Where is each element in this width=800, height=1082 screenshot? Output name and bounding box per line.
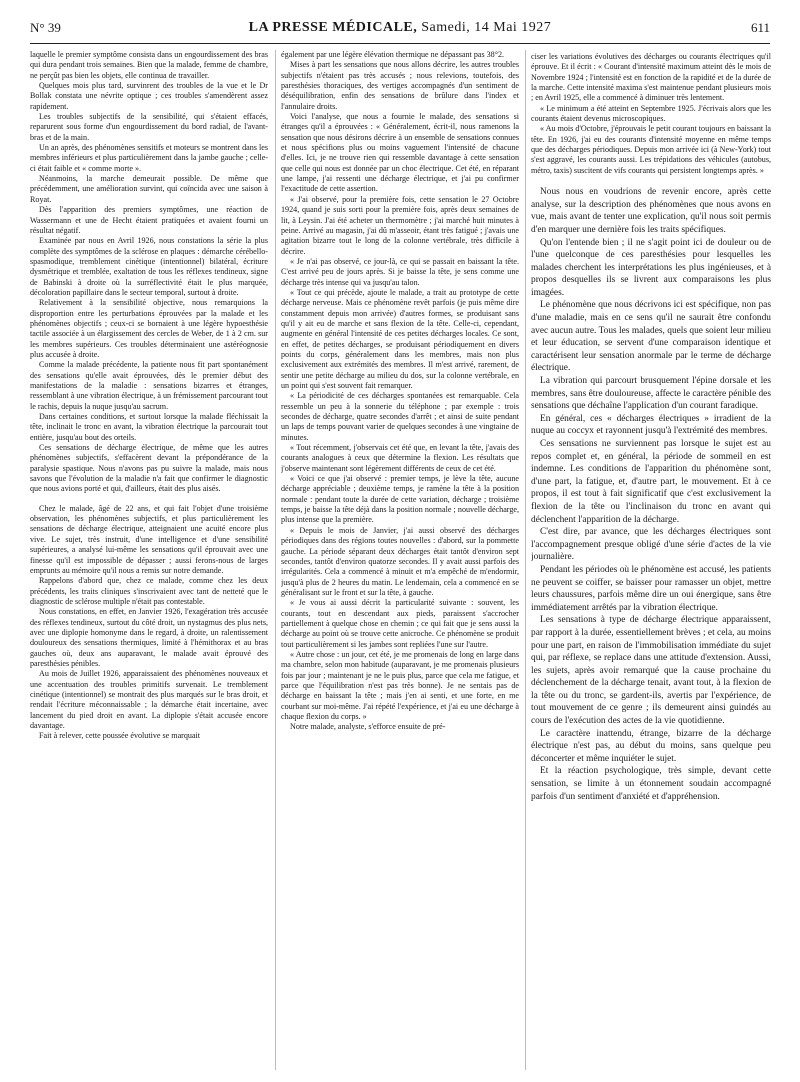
paragraph: Voici l'analyse, que nous a fournie le malade, des sensations si étranges qu'il a éprouvées : « Généralement, écrit-il, nous ramenons la sensation que nous désirons décrire à un ensemble de sensations connues et nous spécifions plus ou moins vaguement l'intensité de chacune d'elles. Ici, je ne trouve rien qui ressemble davantage à cette sensation que celle qui nous est donnée par un choc électrique. Cet été, en réparant une lampe, j'ai ressenti une décharge électrique, et j'ai pu confirmer l'exactitude de cette assertion. — [281, 112, 519, 194]
quote-paragraph: « Tout ce qui précède, ajoute le malade, a trait au prototype de cette décharge nerveuse. Mais ce phénomène revêt parfois (je puis même dire constamment depuis mon arrivée) d'autres formes, se produisant sans qu'il y ait eu de marche et sans flexion de la tête. Celle-ci, cependant, augmente en général l'intensité de ces petites décharges locales. Ce sont, en effet, de petites décharges, se produisant périodiquement en divers points du corps, généralement dans les membres, mais non plus exclusivement aux extrémités des membres. Il m'est arrivé, rarement, de sentir une petite décharge au milieu du dos, sur la colonne vertébrale, en un point qui s'est souvent fait remarquer. — [281, 287, 519, 390]
page-header — [30, 20, 770, 42]
paragraph: Néanmoins, la marche demeurait possible. De même que précédemment, une amélioration survint, qui coïncida avec une saison à Royat. — [30, 174, 268, 204]
paragraph: Relativement à la sensibilité objective, nous remarquions la disproportion entre les perturbations éprouvées par la malade et les phénomènes objectifs ; ceux-ci se bornaient à une légère hypoesthésie tactile associée à un élargissement des cercles de Weber, de 1 à 2 cm. sur les membres supérieurs. Ces troubles déterminaient une astéréognosie plus accusée à droite. — [30, 298, 268, 359]
column-divider — [275, 50, 276, 1070]
paragraph: laquelle le premier symptôme consista dans un engourdissement des bras qui dura pendant trois semaines. Bien que la malade, femme de chambre, ne perçût pas bien les objets, elle continua de travailler. — [30, 50, 268, 80]
paragraph: Qu'on l'entende bien ; il ne s'agit point ici de douleur ou de l'une quelconque de ces paresthésies pour lesquelles les malades cherchent les interprétations les plus ingénieuses, et à propos desquelles ils se livrent aux comparaisons les plus imagées. — [531, 237, 771, 298]
paragraph: Ces sensations de décharge électrique, de même que les autres phénomènes subjectifs, s'effacèrent devant la prépondérance de la paralysie spastique. Nous n'avons pas pu suivre la malade, mais nous savons que l'évolution de la maladie n'a fait que confirmer le diagnostic que nous avions porté et qui, d'ailleurs, était des plus aisés. — [30, 443, 268, 494]
quote-paragraph: « J'ai observé, pour la première fois, cette sensation le 27 Octobre 1924, quand je suis sorti pour la première fois, après deux semaines de lit, à Leysin. J'ai été acheter un thermomètre ; j'ai marché huit minutes à peine. Arrivé au magasin, j'ai dû m'asseoir, étant très fatigué ; j'avais une agitation bizarre tout le long de la colonne vertébrale, très difficile à décrire. — [281, 194, 519, 256]
quote-paragraph: « Le minimum a été atteint en Septembre 1925. J'écrivais alors que les courants étaient devenus microscopiques. — [531, 103, 771, 124]
journal-name: LA PRESSE MÉDICALE, — [248, 20, 418, 35]
paragraph: Comme la malade précédente, la patiente nous fit part spontanément des sensations qu'elle avait éprouvées, dès le premier début des manifestations de la maladie : sensations bizarres et étranges, ressemblant à une vibration électrique, à un frémissement parcourant tout le rachis, depuis la nuque jusqu'au sacrum. — [30, 360, 268, 411]
paragraph: Le caractère inattendu, étrange, bizarre de la décharge électrique n'est pas, au début du moins, sans quelque peu déconcerter et même inquiéter le sujet. — [531, 728, 771, 764]
paragraph: Les troubles subjectifs de la sensibilité, qui s'étaient effacés, reparurent sous forme d'un engourdissement du bord radial, de l'avant-bras et de la main. — [30, 112, 268, 142]
paragraph: Le phénomène que nous décrivons ici est spécifique, non pas d'une maladie, mais en ce sens qu'il ne saurait être confondu avec aucun autre. Tous les malades, quels que soient leur milieu et leur éducation, se servent d'une comparaison identique et caractérisent leur sensation anormale par le terme de décharge électrique. — [531, 300, 771, 374]
quote-paragraph: « Tout récemment, j'observais cet été que, en levant la tête, j'avais des courants analogues à ceux que détermine la flexion. Les résultats que j'observe maintenant sont légèrement différents de ceux de cet été. — [281, 443, 519, 473]
paragraph: Dans certaines conditions, et surtout lorsque la malade fléchissait la tête, inclinait le tronc en avant, la vibration électrique la parcourait tout entière, jusqu'au bout des orteils. — [30, 412, 268, 442]
paragraph: Au mois de Juillet 1926, apparaissaient des phénomènes nouveaux et une accentuation des troubles primitifs survenait. Le tremblement cinétique (intentionnel) se montrait des plus marqués sur le bras droit, et rendait l'écriture méconnaissable ; la démarche était incertaine, avec lancement du pied droit en avant. La diplopie s'était accusée encore davantage. — [30, 669, 268, 730]
paragraph: Pendant les périodes où le phénomène est accusé, les patients ne peuvent se coiffer, se baisser pour ramasser un objet, mettre leurs chaussures, parfois même dire un oui énergique, sans être immédiatement arrêtés par la vibration électrique. — [531, 564, 771, 613]
issue-date: Samedi, 14 Mai 1927 — [421, 20, 552, 35]
quote-paragraph: « La périodicité de ces décharges spontanées est remarquable. Cela ressemble un peu à la sonnerie du téléphone ; par exemple : trois secondes de décharge, quatre secondes d'arrêt ; et ainsi de suite pendant un laps de temps pouvant varier de quelques secondes à une vingtaine de minutes. — [281, 391, 519, 442]
quote-block — [531, 52, 771, 176]
running-title — [30, 20, 770, 36]
quote-paragraph: « Voici ce que j'ai observé : premier temps, je lève la tête, aucune décharge appréciable ; deuxième temps, je ramène la tête à la position normale : pendant toute la durée de cette variation, décharge ; troisième temps, je baisse la tête déjà dans la position normale ; nouvelle décharge, plus intense que la première. — [281, 474, 519, 525]
quote-paragraph: ciser les variations évolutives des décharges ou courants électriques qu'il éprouve. Et il écrit : « Courant d'intensité maximum atteint dès le mois de Novembre 1924 ; l'intensité est en fonction de la rapidité et de la durée de la marche. Cette intensité maxima s'est maintenue pendant plusieurs mois ; en Avril 1925, elle a commencé à diminuer très lentement. — [531, 52, 771, 103]
text-column-right — [531, 50, 771, 1070]
quote-paragraph: « Depuis le mois de Janvier, j'ai aussi observé des décharges périodiques dans des régions toutes nouvelles : d'abord, sur la pommette gauche. La période séparant deux décharges était tantôt d'environ sept secondes, tantôt d'environ quatorze secondes. Il y avait aussi parfois des irrégularités. Cela a commencé à minuit et m'a empêché de m'endormir, jusqu'à plus de 2 heures du matin. Le lendemain, cela a commencé en se généralisant sur le front et sur la tête, à gauche. — [281, 525, 519, 597]
issue-number: N° 39 — [30, 20, 61, 35]
paragraph: Examinée par nous en Avril 1926, nous constations la série la plus complète des symptômes de la sclérose en plaques : démarche cérébello-spasmodique, tremblement cinétique (intentionnel) bilatéral, écriture dysmétrique et tremblée, exaltation de tous les réflexes tendineux, signe de Babinski à droite où la surréflectivité était le plus marquée, décoloration papillaire dans le secteur temporal, surtout à droite. — [30, 236, 268, 297]
text-column-middle — [281, 50, 519, 1070]
body-block — [531, 186, 771, 803]
paragraph: Notre malade, analyste, s'efforce ensuite de pré- — [290, 722, 446, 732]
paragraph: Nous nous en voudrions de revenir encore, après cette analyse, sur la description des phénomènes que nous avons en vue, mais avant de tenter une explication, qu'il nous soit permis d'en marquer une dernière fois les traits spécifiques. — [531, 187, 771, 235]
paragraph: Un an après, des phénomènes sensitifs et moteurs se montrent dans les membres inférieurs et plus particulièrement dans la jambe gauche ; celle-ci était faible et « comme morte ». — [30, 143, 268, 173]
paragraph: Mises à part les sensations que nous allons décrire, les autres troubles subjectifs n'étaient pas très accusés ; nous relevions, toutefois, des paresthésies thoraciques, des vertiges accompagnés d'un sentiment de déséquilibration, enfin des sensations de brûlure dans l'index et l'annulaire droits. — [281, 60, 519, 111]
paragraph: Nous constations, en effet, en Janvier 1926, l'exagération très accusée des réflexes tendineux, surtout du côté droit, un nystagmus des plus nets, avec une diplopie homonyme dans le regard, à droite, un ralentissement douloureux des sensations thermiques, limité à l'hémithorax et au bras gauches où, deux ans auparavant, le malade avait éprouvé des paresthésies pénibles. — [30, 607, 268, 668]
paragraph: Ces sensations ne surviennent pas lorsque le sujet est au repos complet et, en général, la période de sommeil en est indemne. Les conditions de l'apparition du phénomène sont, d'une part, la fatigue, et, d'autre part, le mouvement. Et à ce propos, il est tout à fait significatif que c'est exclusivement la flexion de la tête ou l'inclinaison du tronc en avant qui déclenchent l'apparition de la décharge. — [531, 439, 771, 525]
paragraph: La vibration qui parcourt brusquement l'épine dorsale et les membres, sans être douloureuse, affecte le caractère pénible des sensations que déchaîne l'application d'un courant faradique. — [531, 376, 771, 412]
paragraph: Chez le malade, âgé de 22 ans, et qui fait l'objet d'une troisième observation, les phénomènes subjectifs, et plus particulièrement les sensations de décharge électrique, atteignaient une acuité encore plus vive. Le sujet, très instruit, d'une intelligence et d'une sensibilité supérieures, a analysé lui-même les sensations qu'il éprouvait avec une finesse qu'il est impossible de dépasser ; aussi ferons-nous de larges emprunts au mémoire qu'il nous a remis sur notre demande. — [30, 503, 268, 575]
quote-paragraph: « Autre chose : un jour, cet été, je me promenais de long en large dans ma chambre, selon mon habitude (auparavant, je me promenais plusieurs fois par jour ; maintenant je ne le puis plus, parce que cela me fatigue, et parce que l'équilibration n'est pas très bonne). Je ne sentais pas de décharge en baissant la tête ; mais j'en ai senti, et une forte, en me courbant sur moi-même. J'ai répété l'expérience, et j'ai eu une décharge à chaque flexion du corps. » — [281, 649, 519, 721]
column-divider — [525, 50, 526, 1070]
page-number: 611 — [750, 20, 770, 35]
quote-paragraph: « Au mois d'Octobre, j'éprouvais le petit courant toujours en baissant la tête. En 1926, j'ai eu des courants d'intensité moyenne en même temps que des décharges périodiques. Depuis mon arrivée ici (à New-York) tout s'est aggravé, les courants aussi. Les trépidations des véhicules (autobus, métro, taxis) suscitent de vifs courants qui persistent longtemps après. » — [531, 124, 771, 175]
paragraph: Dès l'apparition des premiers symptômes, une réaction de Wassermann et une de Hecht étaient pratiquées et avaient fourni un résultat négatif. — [30, 205, 268, 235]
text-column-left — [30, 50, 268, 1070]
header-rule — [30, 43, 770, 44]
paragraph: également par une légère élévation thermique ne dépassant pas 38°2. — [281, 50, 505, 59]
paragraph: Et la réaction psychologique, très simple, devant cette sensation, se limite à un étonnement soudain accompagné parfois d'un sentiment d'anxiété et d'appréhension. — [531, 766, 771, 802]
paragraph: Quelques mois plus tard, survinrent des troubles de la vue et le Dr Bollak constata une névrite optique ; ces troubles s'amendèrent assez rapidement. — [30, 81, 268, 111]
paragraph: Rappelons d'abord que, chez ce malade, comme chez les deux précédents, les traits cliniques s'inscrivaient avec tant de netteté que le diagnostic de sclérose multiple n'était pas contestable. — [30, 576, 268, 606]
quote-paragraph: « Je vous ai aussi décrit la particularité suivante : souvent, les courants, tout en descendant aux pieds, paraissent s'accrocher partiellement à quelque chose en chemin ; ce qui fait que je sens aussi la décharge au point où se trouve cette anicroche. Ce phénomène se produit tout particulièrement si les jambes sont repliées l'une sur l'autre. — [281, 598, 519, 649]
paragraph: Fait à relever, cette poussée évolutive se marquait — [39, 731, 201, 741]
paragraph: C'est dire, par avance, que les décharges électriques sont l'accompagnement presque obligé d'une série d'actes de la vie journalière. — [531, 527, 771, 563]
paragraph: En général, ces « décharges électriques » irradient de la nuque au coccyx et rayonnent jusqu'à l'extrémité des membres. — [531, 413, 771, 437]
paragraph: Les sensations à type de décharge électrique apparaissent, par rapport à la durée, essentiellement brèves ; et cela, au moins pour une part, en raison de l'immobilisation immédiate du sujet qui, par réflexe, se replace dans une attitude d'extension. Aussi, les sujets, après avoir remarqué que la cause prochaine du déclenchement de la décharge tenait, avant tout, à la flexion de la tête ou du tronc, se gardent-ils, avertis par l'expérience, de tout mouvement de ce genre ; ils demeurent ainsi guindés au cours de l'exécution des actes de la vie quotidienne. — [531, 615, 771, 727]
quote-paragraph: « Je n'ai pas observé, ce jour-là, ce qui se passait en baissant la tête. C'est arrivé peu de jours après. Si je baisse la tête, je sens comme une décharge très intense qui va jusqu'au talon. — [281, 256, 519, 287]
